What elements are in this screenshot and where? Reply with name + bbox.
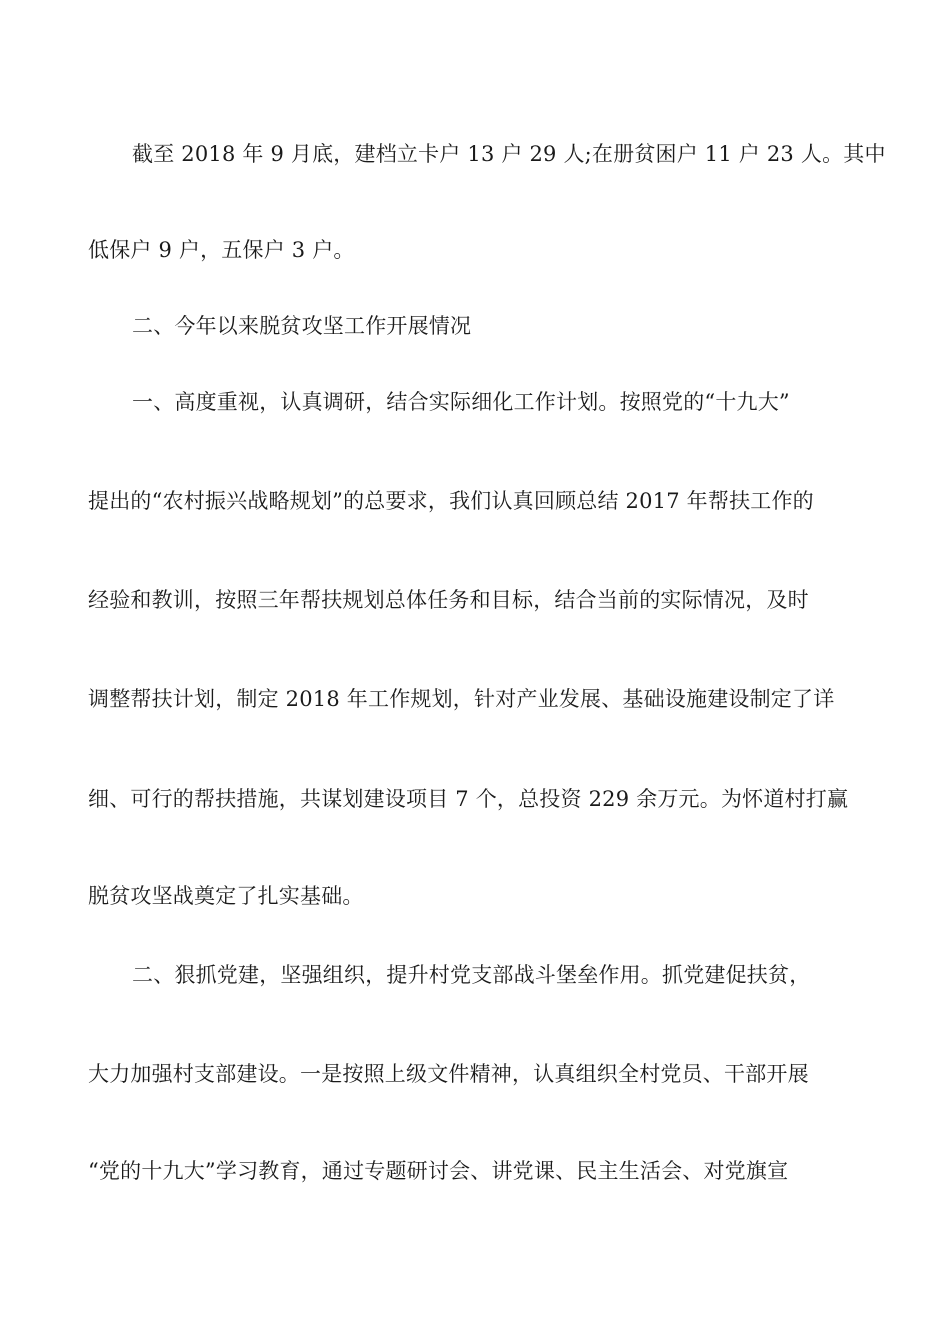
paragraph-line: 经验和教训，按照三年帮扶规划总体任务和目标，结合当前的实际情况，及时 [88,588,809,612]
paragraph-line: 大力加强村支部建设。一是按照上级文件精神，认真组织全村党员、干部开展 [88,1062,809,1086]
paragraph-line: 一、高度重视，认真调研，结合实际细化工作计划。按照党的“十九大” [132,390,790,414]
paragraph-line: 二、狠抓党建，坚强组织，提升村党支部战斗堡垒作用。抓党建促扶贫， [132,963,811,987]
paragraph-line: 调整帮扶计划，制定 2018 年工作规划，针对产业发展、基础设施建设制定了详 [88,687,835,711]
paragraph-line: 低保户 9 户，五保户 3 户。 [88,238,355,262]
paragraph-line: 细、可行的帮扶措施，共谋划建设项目 7 个，总投资 229 余万元。为怀道村打赢 [88,787,849,811]
paragraph-line: 提出的“农村振兴战略规划”的总要求，我们认真回顾总结 2017 年帮扶工作的 [88,489,814,513]
paragraph-line: 脱贫攻坚战奠定了扎实基础。 [88,884,364,908]
paragraph-line: “党的十九大”学习教育，通过专题研讨会、讲党课、民主生活会、对党旗宣 [88,1159,789,1183]
section-heading: 二、今年以来脱贫攻坚工作开展情况 [132,314,472,338]
paragraph-line: 截至 2018 年 9 月底，建档立卡户 13 户 29 人;在册贫困户 11 户 23 人。其中 [132,142,886,166]
